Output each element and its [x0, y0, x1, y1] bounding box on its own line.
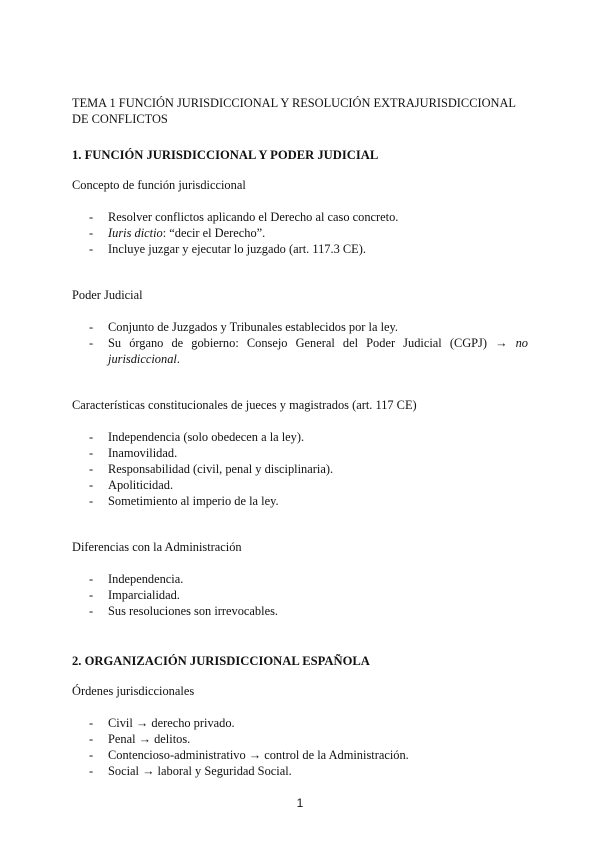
diferencias-list — [72, 571, 528, 619]
list-item-text: Contencioso-administrativo → control de la Administración. — [108, 748, 409, 762]
list-marker: - — [89, 242, 94, 256]
list-item — [72, 461, 528, 477]
list-marker: - — [89, 336, 94, 350]
list-item — [72, 731, 528, 747]
list-marker: - — [89, 588, 94, 602]
list-marker: - — [89, 748, 94, 762]
list-item — [72, 763, 528, 779]
list-item-text: Sometimiento al imperio de la ley. — [108, 494, 279, 508]
list-marker: - — [89, 732, 94, 746]
list-marker: - — [89, 478, 94, 492]
concepto-list — [72, 209, 528, 257]
section-2-heading: 2. ORGANIZACIÓN JURISDICCIONAL ESPAÑOLA — [72, 654, 370, 668]
list-item — [72, 429, 528, 445]
list-marker: - — [89, 604, 94, 618]
list-item-text: : “decir el Derecho”. — [162, 226, 266, 240]
list-item-text: Social → laboral y Seguridad Social. — [108, 764, 292, 778]
list-marker: - — [89, 716, 94, 730]
list-item — [72, 587, 528, 603]
list-marker: - — [89, 210, 94, 224]
poder-judicial-subheading: Poder Judicial — [72, 288, 143, 302]
list-item — [72, 445, 528, 461]
list-item — [72, 477, 528, 493]
list-item-text: Penal → delitos. — [108, 732, 191, 746]
list-marker: - — [89, 430, 94, 444]
list-item-text: Imparcialidad. — [108, 588, 180, 602]
list-item-italic-term: no jurisdiccional — [108, 336, 528, 366]
list-item — [72, 493, 528, 509]
caracteristicas-list — [72, 429, 528, 509]
list-item-text: Apoliticidad. — [108, 478, 174, 492]
list-item — [72, 571, 528, 587]
list-marker: - — [89, 462, 94, 476]
list-item-text: Responsabilidad (civil, penal y disciplinaria). — [108, 462, 334, 476]
list-item-text: Incluye juzgar y ejecutar lo juzgado (art. 117.3 CE). — [108, 242, 366, 256]
list-item — [72, 603, 528, 619]
list-item-italic-term: Iuris dictio — [108, 226, 163, 240]
caracteristicas-subheading: Características constitucionales de jueces y magistrados (art. 117 CE) — [72, 398, 417, 412]
list-item-text: Sus resoluciones son irrevocables. — [108, 604, 278, 618]
page-number: 1 — [296, 796, 304, 810]
list-marker: - — [89, 320, 94, 334]
page-content — [72, 95, 528, 779]
list-item-text: Civil → derecho privado. — [108, 716, 235, 730]
list-item-text: Su órgano de gobierno: Consejo General del Poder Judicial (CGPJ) → — [108, 336, 516, 350]
document-title: TEMA 1 FUNCIÓN JURISDICCIONAL Y RESOLUCIÓN EXTRAJURISDICCIONAL DE CONFLICTOS — [72, 96, 516, 126]
concepto-subheading: Concepto de función jurisdiccional — [72, 178, 246, 192]
list-item — [72, 747, 528, 763]
list-marker: - — [89, 226, 94, 240]
list-item-text: Inamovilidad. — [108, 446, 178, 460]
ordenes-subheading: Órdenes jurisdiccionales — [72, 684, 195, 698]
list-item-text: Independencia. — [108, 572, 184, 586]
list-item — [72, 225, 528, 241]
list-item — [72, 715, 528, 731]
list-marker: - — [89, 572, 94, 586]
list-item — [72, 241, 528, 257]
ordenes-list — [72, 715, 528, 779]
list-item — [72, 209, 528, 225]
list-item-text: . — [176, 352, 180, 366]
list-marker: - — [89, 764, 94, 778]
list-item-text: Independencia (solo obedecen a la ley). — [108, 430, 305, 444]
poder-judicial-list — [72, 319, 528, 367]
list-item — [72, 319, 528, 335]
list-marker: - — [89, 494, 94, 508]
diferencias-subheading: Diferencias con la Administración — [72, 540, 242, 554]
list-item-text: Resolver conflictos aplicando el Derecho al caso concreto. — [108, 210, 399, 224]
section-1-heading: 1. FUNCIÓN JURISDICCIONAL Y PODER JUDICIAL — [72, 148, 379, 162]
list-marker: - — [89, 446, 94, 460]
list-item-text: Conjunto de Juzgados y Tribunales establecidos por la ley. — [108, 320, 398, 334]
list-item — [72, 335, 528, 367]
